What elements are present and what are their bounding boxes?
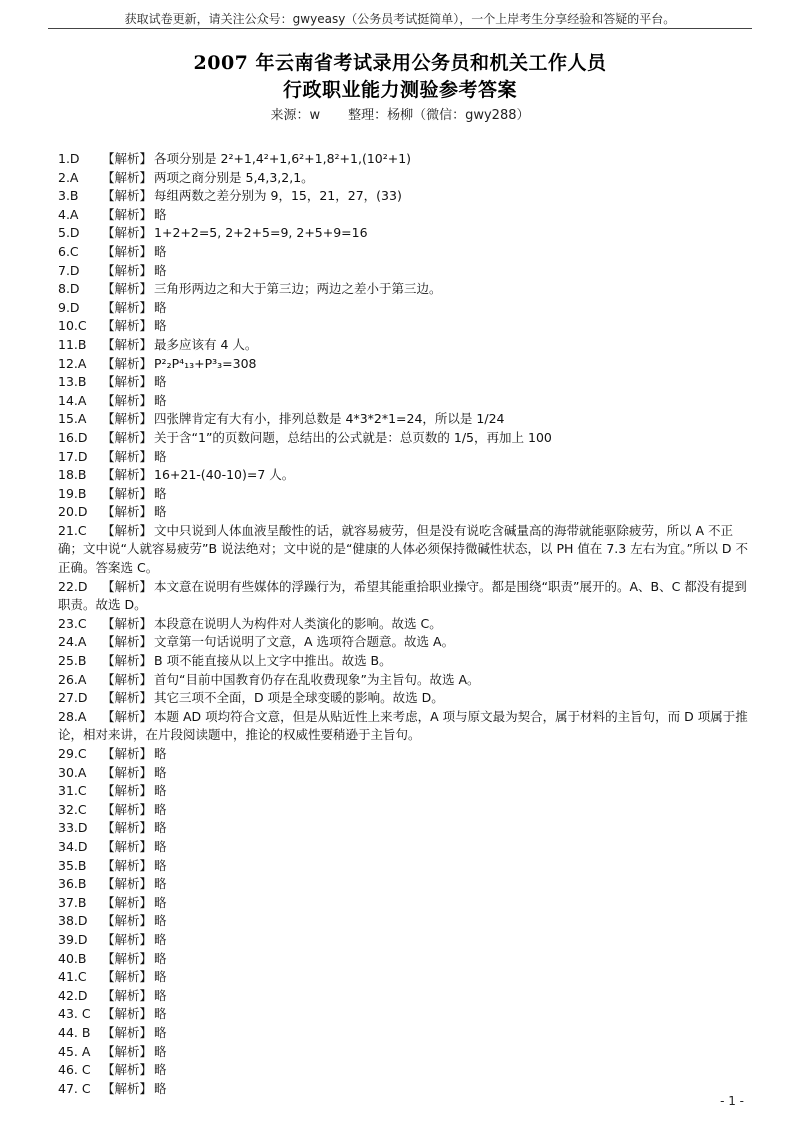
analysis-tag: 【解析】	[102, 857, 153, 873]
answer-number: 26.A	[58, 671, 87, 687]
answer-explanation: 略	[154, 820, 167, 836]
answer-row	[58, 615, 752, 634]
answer-explanation: 略	[154, 950, 167, 966]
answer-number: 1.D	[58, 151, 80, 166]
answer-row	[58, 931, 752, 950]
analysis-tag: 【解析】	[102, 615, 153, 631]
answer-row	[58, 224, 752, 243]
answer-row	[58, 355, 752, 374]
answer-row	[58, 782, 752, 801]
answer-number: 2.A	[58, 169, 79, 185]
source-label: 来源：w	[270, 108, 321, 123]
analysis-tag: 【解析】	[102, 225, 153, 241]
answer-number: 21.C	[58, 522, 87, 538]
answer-explanation: 略	[154, 318, 167, 334]
analysis-tag: 【解析】	[102, 188, 153, 204]
analysis-tag: 【解析】	[102, 708, 153, 724]
answer-row	[58, 169, 752, 188]
answer-explanation: 略	[154, 746, 167, 761]
answer-explanation: 略	[154, 876, 167, 892]
answer-number: 5.D	[58, 225, 80, 241]
answer-number: 46. C	[58, 1062, 91, 1078]
analysis-tag: 【解析】	[102, 429, 153, 445]
analysis-tag: 【解析】	[102, 151, 153, 166]
promo-banner: 获取试卷更新，请关注公众号：gwyeasy（公务员考试挺简单），一个上岸考生分享经验和答疑的平台。	[124, 12, 676, 26]
answer-row	[58, 206, 752, 225]
analysis-tag: 【解析】	[102, 653, 153, 669]
answer-explanation: 略	[154, 206, 167, 222]
analysis-tag: 【解析】	[102, 801, 153, 817]
answer-row	[58, 875, 752, 894]
answer-explanation: 略	[154, 1062, 167, 1078]
answer-explanation: B 项不能直接从以上文字中推出。故选 B。	[154, 653, 392, 669]
answer-number: 27.D	[58, 690, 88, 706]
analysis-tag: 【解析】	[102, 522, 153, 538]
answer-explanation: 略	[154, 931, 167, 947]
answer-explanation: 16+21-(40-10)=7 人。	[154, 467, 295, 483]
answer-row	[58, 671, 752, 690]
answer-row	[58, 857, 752, 876]
answer-number: 39.D	[58, 931, 88, 947]
answer-number: 45. A	[58, 1043, 91, 1059]
answer-row	[58, 280, 752, 299]
analysis-tag: 【解析】	[102, 578, 153, 594]
analysis-tag: 【解析】	[102, 355, 153, 371]
analysis-tag: 【解析】	[102, 467, 153, 483]
answer-number: 44. B	[58, 1024, 91, 1040]
answer-row	[58, 1080, 752, 1099]
answer-explanation: 本题 AD 项均符合文意，但是从贴近性上来考虑，A 项与原文最为契合，属于材料的主旨句，而 D 项属于推论，相对来讲，在片段阅读题中，推论的权威性要稍逊于主旨句。	[58, 708, 748, 743]
answer-row	[58, 801, 752, 820]
answer-row	[58, 1005, 752, 1024]
answer-explanation: 略	[154, 1006, 167, 1022]
answer-number: 36.B	[58, 876, 87, 892]
document-subtitle: 行政职业能力测验参考答案	[282, 79, 517, 101]
answer-row	[58, 950, 752, 969]
answer-row	[58, 838, 752, 857]
answer-number: 3.B	[58, 188, 79, 204]
answer-number: 8.D	[58, 281, 80, 297]
answer-number: 9.D	[58, 299, 80, 315]
analysis-tag: 【解析】	[102, 504, 153, 520]
answer-explanation: 略	[154, 299, 167, 315]
answer-row	[58, 429, 752, 448]
analysis-tag: 【解析】	[102, 783, 153, 799]
answer-row	[58, 1043, 752, 1062]
answer-row	[58, 150, 752, 169]
answer-number: 18.B	[58, 467, 87, 483]
answer-number: 23.C	[58, 615, 87, 631]
analysis-tag: 【解析】	[102, 894, 153, 910]
answer-explanation: 略	[154, 764, 167, 780]
answer-explanation: 略	[154, 857, 167, 873]
analysis-tag: 【解析】	[102, 671, 153, 687]
analysis-tag: 【解析】	[102, 206, 153, 222]
analysis-tag: 【解析】	[102, 987, 153, 1003]
answer-row	[58, 912, 752, 931]
answer-row	[58, 299, 752, 318]
source-line	[0, 104, 800, 123]
document-title: 2007 年云南省考试录用公务员和机关工作人员	[193, 52, 607, 74]
answer-row	[58, 373, 752, 392]
answer-number: 19.B	[58, 485, 87, 501]
answer-explanation: 略	[154, 262, 167, 278]
analysis-tag: 【解析】	[102, 690, 153, 706]
answer-explanation: 略	[154, 987, 167, 1003]
answer-row	[58, 243, 752, 262]
answer-number: 17.D	[58, 448, 88, 464]
answer-explanation: 最多应该有 4 人。	[154, 336, 258, 352]
answer-explanation: 本文意在说明有些媒体的浮躁行为，希望其能重拾职业操守。都是围绕“职责”展开的。A、B、C 都没有提到职责。故选 D。	[58, 578, 747, 613]
answer-list	[58, 150, 752, 1098]
answer-explanation: 略	[154, 1024, 167, 1040]
answer-number: 40.B	[58, 950, 87, 966]
answer-row	[58, 764, 752, 783]
answer-row	[58, 392, 752, 411]
answer-number: 34.D	[58, 838, 88, 854]
answer-row	[58, 503, 752, 522]
analysis-tag: 【解析】	[102, 485, 153, 501]
analysis-tag: 【解析】	[102, 392, 153, 408]
answer-number: 28.A	[58, 708, 87, 724]
answer-explanation: 略	[154, 1043, 167, 1059]
answer-explanation: 1+2+2=5, 2+2+5=9, 2+5+9=16	[154, 225, 368, 241]
answer-number: 42.D	[58, 987, 88, 1003]
answer-row	[58, 466, 752, 485]
answer-row	[58, 894, 752, 913]
analysis-tag: 【解析】	[102, 1062, 153, 1078]
analysis-tag: 【解析】	[102, 950, 153, 966]
answer-number: 32.C	[58, 801, 87, 817]
answer-row	[58, 485, 752, 504]
answer-explanation: 其它三项不全面，D 项是全球变暖的影响。故选 D。	[154, 690, 444, 706]
answer-row	[58, 745, 752, 764]
answer-explanation: 每组两数之差分别为 9，15，21，27，(33)	[154, 188, 402, 204]
answer-number: 37.B	[58, 894, 87, 910]
answer-number: 30.A	[58, 764, 87, 780]
analysis-tag: 【解析】	[102, 634, 153, 650]
analysis-tag: 【解析】	[102, 336, 153, 352]
answer-row	[58, 522, 752, 578]
answer-row	[58, 1061, 752, 1080]
analysis-tag: 【解析】	[102, 1080, 153, 1096]
answer-explanation: 关于含“1”的页数问题，总结出的公式就是：总页数的 1/5，再加上 100	[154, 429, 552, 445]
analysis-tag: 【解析】	[102, 969, 153, 985]
answer-explanation: 略	[154, 374, 167, 390]
analysis-tag: 【解析】	[102, 764, 153, 780]
analysis-tag: 【解析】	[102, 262, 153, 278]
answer-explanation: 两项之商分别是 5,4,3,2,1。	[154, 169, 314, 185]
analysis-tag: 【解析】	[102, 411, 153, 427]
analysis-tag: 【解析】	[102, 1043, 153, 1059]
answer-number: 10.C	[58, 318, 87, 334]
answer-explanation: 略	[154, 392, 167, 408]
answer-row	[58, 578, 752, 615]
answer-row	[58, 448, 752, 467]
answer-explanation: 各项分别是 2²+1,4²+1,6²+1,8²+1,(10²+1)	[154, 151, 412, 166]
analysis-tag: 【解析】	[102, 374, 153, 390]
answer-explanation: 略	[154, 448, 167, 464]
analysis-tag: 【解析】	[102, 1006, 153, 1022]
answer-number: 35.B	[58, 857, 87, 873]
answer-number: 29.C	[58, 746, 87, 761]
page-number: - 1 -	[720, 1094, 744, 1108]
analysis-tag: 【解析】	[102, 820, 153, 836]
answer-explanation: 略	[154, 1080, 167, 1096]
analysis-tag: 【解析】	[102, 243, 153, 259]
answer-number: 47. C	[58, 1080, 91, 1096]
answer-explanation: 略	[154, 783, 167, 799]
answer-explanation: P²₂P⁴₁₃+P³₃=308	[154, 355, 257, 371]
answer-number: 43. C	[58, 1006, 91, 1022]
answer-row	[58, 819, 752, 838]
answer-number: 15.A	[58, 411, 87, 427]
answer-explanation: 文章第一句话说明了文意，A 选项符合题意。故选 A。	[154, 634, 455, 650]
editor-label: 整理：杨柳（微信：gwy288）	[348, 108, 530, 123]
answer-number: 12.A	[58, 355, 87, 371]
answer-number: 38.D	[58, 913, 88, 929]
answer-explanation: 文中只说到人体血液呈酸性的话，就容易疲劳，但是没有说吃含碱量高的海带就能驱除疲劳，所以 A 不正确；文中说“人就容易疲劳”B 说法绝对；文中说的是“健康的人体必须保持微碱性状态，以 PH 值在 7.3 左右为宜。”所以 D 不正确。答案选 C。	[58, 522, 748, 576]
analysis-tag: 【解析】	[102, 318, 153, 334]
answer-number: 20.D	[58, 504, 88, 520]
answer-explanation: 略	[154, 504, 167, 520]
answer-explanation: 首句“目前中国教育仍存在乱收费现象”为主旨句。故选 A。	[154, 671, 480, 687]
answer-explanation: 略	[154, 913, 167, 929]
answer-row	[58, 187, 752, 206]
answer-explanation: 本段意在说明人为构件对人类演化的影响。故选 C。	[154, 615, 442, 631]
answer-explanation: 略	[154, 485, 167, 501]
answer-explanation: 略	[154, 801, 167, 817]
analysis-tag: 【解析】	[102, 448, 153, 464]
answer-row	[58, 987, 752, 1006]
analysis-tag: 【解析】	[102, 299, 153, 315]
answer-row	[58, 336, 752, 355]
analysis-tag: 【解析】	[102, 746, 153, 761]
analysis-tag: 【解析】	[102, 838, 153, 854]
answer-row	[58, 652, 752, 671]
header-divider	[48, 28, 752, 29]
analysis-tag: 【解析】	[102, 876, 153, 892]
answer-number: 31.C	[58, 783, 87, 799]
answer-number: 24.A	[58, 634, 87, 650]
answer-explanation: 略	[154, 838, 167, 854]
answer-number: 41.C	[58, 969, 87, 985]
answer-number: 4.A	[58, 206, 79, 222]
answer-number: 25.B	[58, 653, 87, 669]
answer-number: 7.D	[58, 262, 80, 278]
answer-explanation: 略	[154, 894, 167, 910]
answer-number: 11.B	[58, 336, 87, 352]
answer-explanation: 略	[154, 969, 167, 985]
answer-number: 33.D	[58, 820, 88, 836]
answer-row	[58, 410, 752, 429]
answer-row	[58, 262, 752, 281]
analysis-tag: 【解析】	[102, 169, 153, 185]
answer-row	[58, 708, 752, 745]
answer-explanation: 三角形两边之和大于第三边；两边之差小于第三边。	[154, 281, 442, 297]
analysis-tag: 【解析】	[102, 281, 153, 297]
answer-number: 14.A	[58, 392, 87, 408]
answer-number: 6.C	[58, 243, 79, 259]
analysis-tag: 【解析】	[102, 931, 153, 947]
answer-row	[58, 689, 752, 708]
answer-number: 16.D	[58, 429, 88, 445]
answer-explanation: 略	[154, 243, 167, 259]
answer-row	[58, 968, 752, 987]
answer-row	[58, 1024, 752, 1043]
answer-explanation: 四张牌肯定有大有小，排列总数是 4*3*2*1=24，所以是 1/24	[154, 411, 505, 427]
answer-row	[58, 633, 752, 652]
analysis-tag: 【解析】	[102, 913, 153, 929]
answer-number: 22.D	[58, 578, 88, 594]
answer-row	[58, 317, 752, 336]
analysis-tag: 【解析】	[102, 1024, 153, 1040]
answer-number: 13.B	[58, 374, 87, 390]
